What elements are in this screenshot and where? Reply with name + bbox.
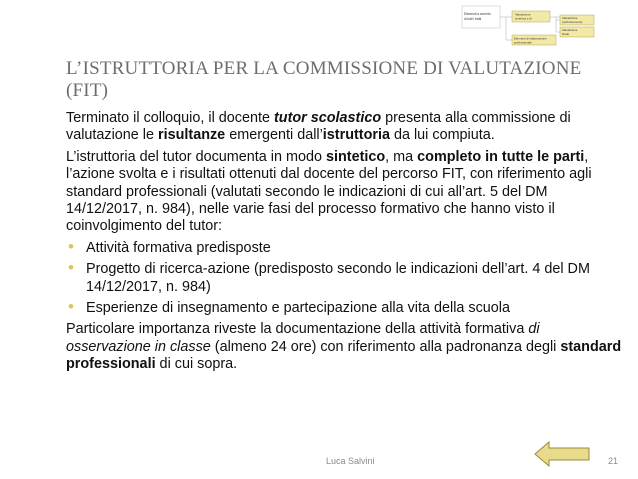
p2-sintetico: sintetico: [325, 148, 386, 165]
footer-author: Luca Salvini: [326, 456, 375, 466]
page-number: 21: [608, 456, 619, 466]
diagram-top-box-line2: sintetica e di: [515, 16, 532, 21]
diagram-top-box-line1: Valutazione: [515, 12, 531, 17]
p2-text-e: , l’azione svolta e i risultati ottenuti dal docente del percorso FIT, con riferimento agli standard professionali (valutati secondo le indicazioni di cui all’art. 5 del DM 14/12/2017, n. 984), nelle varie fasi del processo formativo che hanno visto il coinvolgimento del tutor:: [66, 148, 592, 235]
bullet-dot-icon: •: [68, 236, 74, 256]
p1-text-g: da lui compiuta.: [389, 127, 495, 144]
flow-diagram: [460, 4, 638, 48]
diagram-bottom-box-line2: professionale: [514, 40, 532, 45]
p1-text-c: presenta alla commissione di valutazione le: [66, 110, 571, 144]
diagram-right-top-box-line2: (nell'intervento): [562, 20, 583, 24]
p1-text-a: Terminato il colloquio, il docente: [66, 110, 274, 126]
p2-text-a: L’istruttoria del tutor documenta in modo: [66, 148, 326, 165]
diagram-bottom-box-line1: Elementi di elaborazione: [514, 36, 547, 41]
p3-text-a: Particolare importanza riveste la documentazione della attività formativa: [66, 321, 529, 338]
slide-title-line2: (FIT): [66, 80, 109, 101]
bullet-item: [66, 258, 626, 296]
slide-title: [66, 58, 626, 102]
diagram-left-box-line1: Elementi a corredo: [464, 12, 491, 16]
bullet-text: Progetto di ricerca-azione (predisposto secondo le indicazioni dell’art. 4 del DM 14/12/2017, n. 984): [86, 261, 590, 295]
p1-istruttoria: istruttoria: [322, 127, 390, 144]
bullet-item: [66, 297, 626, 317]
p3-osservazione: di osservazione in classe: [66, 321, 540, 355]
slide-title-line1: L’ISTRUTTORIA PER LA COMMISSIONE DI VALUTAZIONE: [66, 58, 582, 79]
p1-tutor-scolastico: tutor scolastico: [273, 110, 382, 126]
slide-body: [66, 110, 626, 378]
diagram-right-bottom-box-line1: Valutazione: [562, 28, 578, 32]
paragraph-3: [66, 321, 626, 373]
diagram-right-bottom-box-line2: finale: [562, 32, 570, 36]
bullet-item: [66, 236, 626, 257]
p2-completo: completo in tutte le parti: [417, 148, 585, 165]
p3-standard-professionali: standard professionali: [66, 338, 622, 373]
bullet-list: [66, 236, 626, 318]
paragraph-2: [66, 149, 626, 236]
p3-text-e: di cui sopra.: [155, 356, 238, 373]
diagram-left-box-line2: di tutti i tratti: [464, 17, 482, 21]
bullet-text: Esperienze di insegnamento e partecipazione alla vita della scuola: [86, 300, 510, 317]
bullet-text: Attività formativa predisposte: [86, 239, 271, 256]
paragraph-1: [66, 110, 626, 145]
p2-text-c: , ma: [385, 148, 418, 165]
diagram-right-top-box-line1: Valutazione: [562, 16, 578, 20]
bullet-dot-icon: •: [68, 258, 74, 278]
bullet-dot-icon: •: [68, 297, 74, 317]
p3-text-c: (almeno 24 ore) con riferimento alla padronanza degli: [210, 338, 561, 355]
p1-text-e: emergenti dall’: [225, 127, 323, 144]
back-arrow-icon[interactable]: [533, 440, 593, 468]
p1-risultanze: risultanze: [158, 127, 226, 144]
